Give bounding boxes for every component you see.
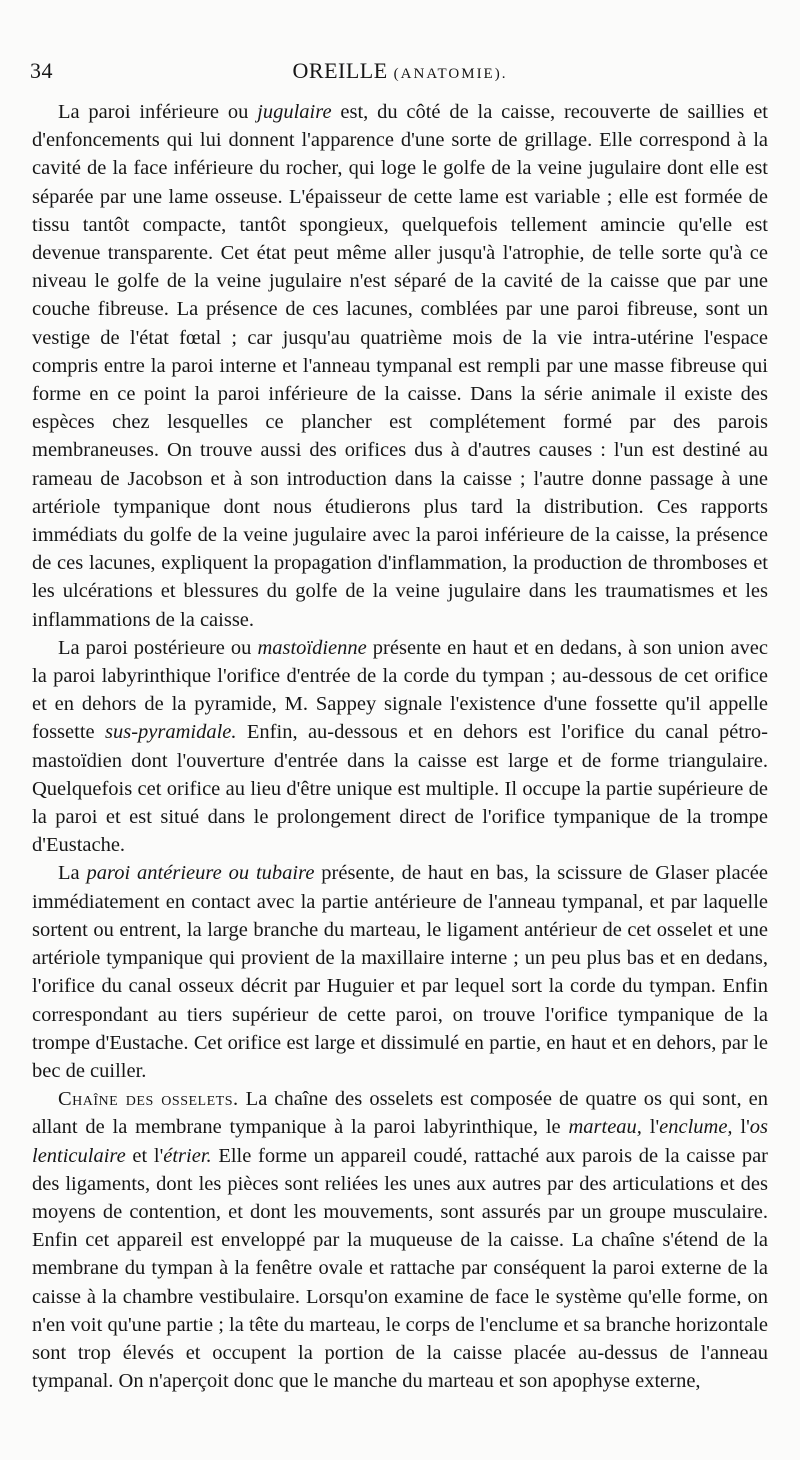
- body-text: [32, 98, 768, 1395]
- paragraph-chaine-des-osselets: [32, 1085, 768, 1395]
- text-segment: La paroi inférieure ou: [58, 101, 258, 123]
- italic-term: sus-pyramidale.: [105, 721, 237, 744]
- text-segment: La chaîne des osselets est composée de quatre os qui sont, en allant de la membrane tympanique à la paroi labyrinthique, le: [32, 1088, 769, 1139]
- text-segment: l': [641, 1116, 660, 1139]
- running-title-subtitle: (ANATOMIE).: [393, 66, 508, 82]
- italic-term: jugulaire: [257, 101, 332, 123]
- text-segment: La paroi postérieure ou: [58, 636, 258, 659]
- italic-term: paroi antérieure ou tubaire: [86, 862, 315, 885]
- italic-term: os lenticulaire: [32, 1116, 769, 1167]
- text-segment: Elle forme un appareil coudé, rattaché aux parois de la caisse par des ligaments, dont les pièces sont reliées les unes aux autres par des articulations et des moyens de contention, et dont les mouvements, sont assurés par un groupe musculaire. Enfin cet appareil est enveloppé par la muqueuse de la caisse. La chaîne s'étend de la membrane du tympan à la fenêtre ovale et rattache par conséquent la paroi externe de la caisse à la chambre vestibulaire. Lorsqu'on examine de face le système qu'elle forme, on n'en voit qu'une partie ; la tête du marteau, le corps de l'enclume et sa branche horizontale sont trop élevés et occupent la portion de la caisse placée au-dessus de l'anneau tympanal. On n'aperçoit donc que le manche du marteau et son apophyse externe,: [32, 1144, 769, 1393]
- italic-term: mastoïdienne: [257, 636, 367, 659]
- italic-term: enclume,: [659, 1116, 733, 1139]
- text-segment: l': [732, 1116, 750, 1139]
- italic-term: marteau,: [568, 1116, 642, 1139]
- paragraph-paroi-inferieure: [32, 98, 768, 634]
- section-heading: Chaîne des osselets.: [58, 1088, 239, 1111]
- running-header: [30, 58, 770, 88]
- running-title: [30, 58, 770, 84]
- paragraph-paroi-posterieure: [32, 634, 768, 860]
- text-segment: et l': [125, 1144, 164, 1167]
- page-number: 34: [30, 58, 53, 83]
- text-segment: présente en haut et en dedans, à son union avec la paroi labyrinthique l'orifice d'entrée de la corde du tympan ; au-dessous de cet orifice et en dehors de la pyramide, M. Sappey signale l'existence d'une fossette qu'il appelle fossette: [32, 636, 769, 744]
- text-segment: Enfin, au-dessous et en dehors est l'orifice du canal pétro-mastoïdien dont l'ouverture d'entrée dans la caisse est large et de forme triangulaire. Quelquefois cet orifice au lieu d'être unique est multiple. Il occupe la partie supérieure de la paroi et est situé dans le prolongement direct de l'orifice tympanique de la trompe d'Eustache.: [32, 721, 768, 857]
- text-segment: est, du côté de la caisse, recouverte de saillies et d'enfoncements qui lui donnent l'apparence d'une sorte de grillage. Elle correspond à la cavité de la face inférieure du rocher, qui loge le golfe de la veine jugulaire dont elle est séparée par une lame osseuse. L'épaisseur de cette lame est variable ; elle est formée de tissu tantôt compacte, tantôt spongieux, quelquefois tellement amincie qu'elle est devenue transparente. Cet état peut même aller jusqu'à l'atrophie, de telle sorte qu'à ce niveau le golfe de la veine jugulaire n'est séparé de la cavité de la caisse que par une couche fibreuse. La présence de ces lacunes, comblées par une paroi fibreuse, sont un vestige de l'état fœtal ; car jusqu'au quatrième mois de la vie intra-utérine l'espace compris entre la paroi interne et l'anneau tympanal est rempli par une masse fibreuse qui forme en ce point la paroi inférieure de la caisse. Dans la série animale il existe des espèces chez lesquelles ce plancher est complétement formé par des parois membraneuses. On trouve aussi des orifices dus à d'autres causes : l'un est destiné au rameau de Jacobson et à son introduction dans la caisse ; l'autre donne passage à une artériole tympanique dont nous étudierons plus tard la distribution. Ces rapports immédiats du golfe de la veine jugulaire avec la paroi inférieure de la caisse, la présence de ces lacunes, expliquent la propagation d'inflammation, la production de thromboses et les ulcérations et blessures du golfe de la veine jugulaire dans les traumatismes et les inflammations de la caisse.: [32, 101, 768, 631]
- italic-term: étrier.: [163, 1144, 212, 1167]
- text-segment: présente, de haut en bas, la scissure de Glaser placée immédiatement en contact avec la partie antérieure de l'anneau tympanal, et par laquelle sortent ou entrent, la large branche du marteau, le ligament antérieur de cet osselet et une artériole tympanique qui provient de la maxillaire interne ; un peu plus bas et en dedans, l'orifice du canal osseux décrit par Huguier et par lequel sort la corde du tympan. Enfin correspondant au tiers supérieur de cette paroi, on trouve l'orifice tympanique de la trompe d'Eustache. Cet orifice est large et dissimulé en partie, en haut et en dehors, par le bec de cuiller.: [32, 862, 768, 1082]
- running-title-main: OREILLE: [292, 58, 388, 83]
- paragraph-paroi-anterieure: [32, 859, 768, 1085]
- text-segment: La: [58, 862, 87, 885]
